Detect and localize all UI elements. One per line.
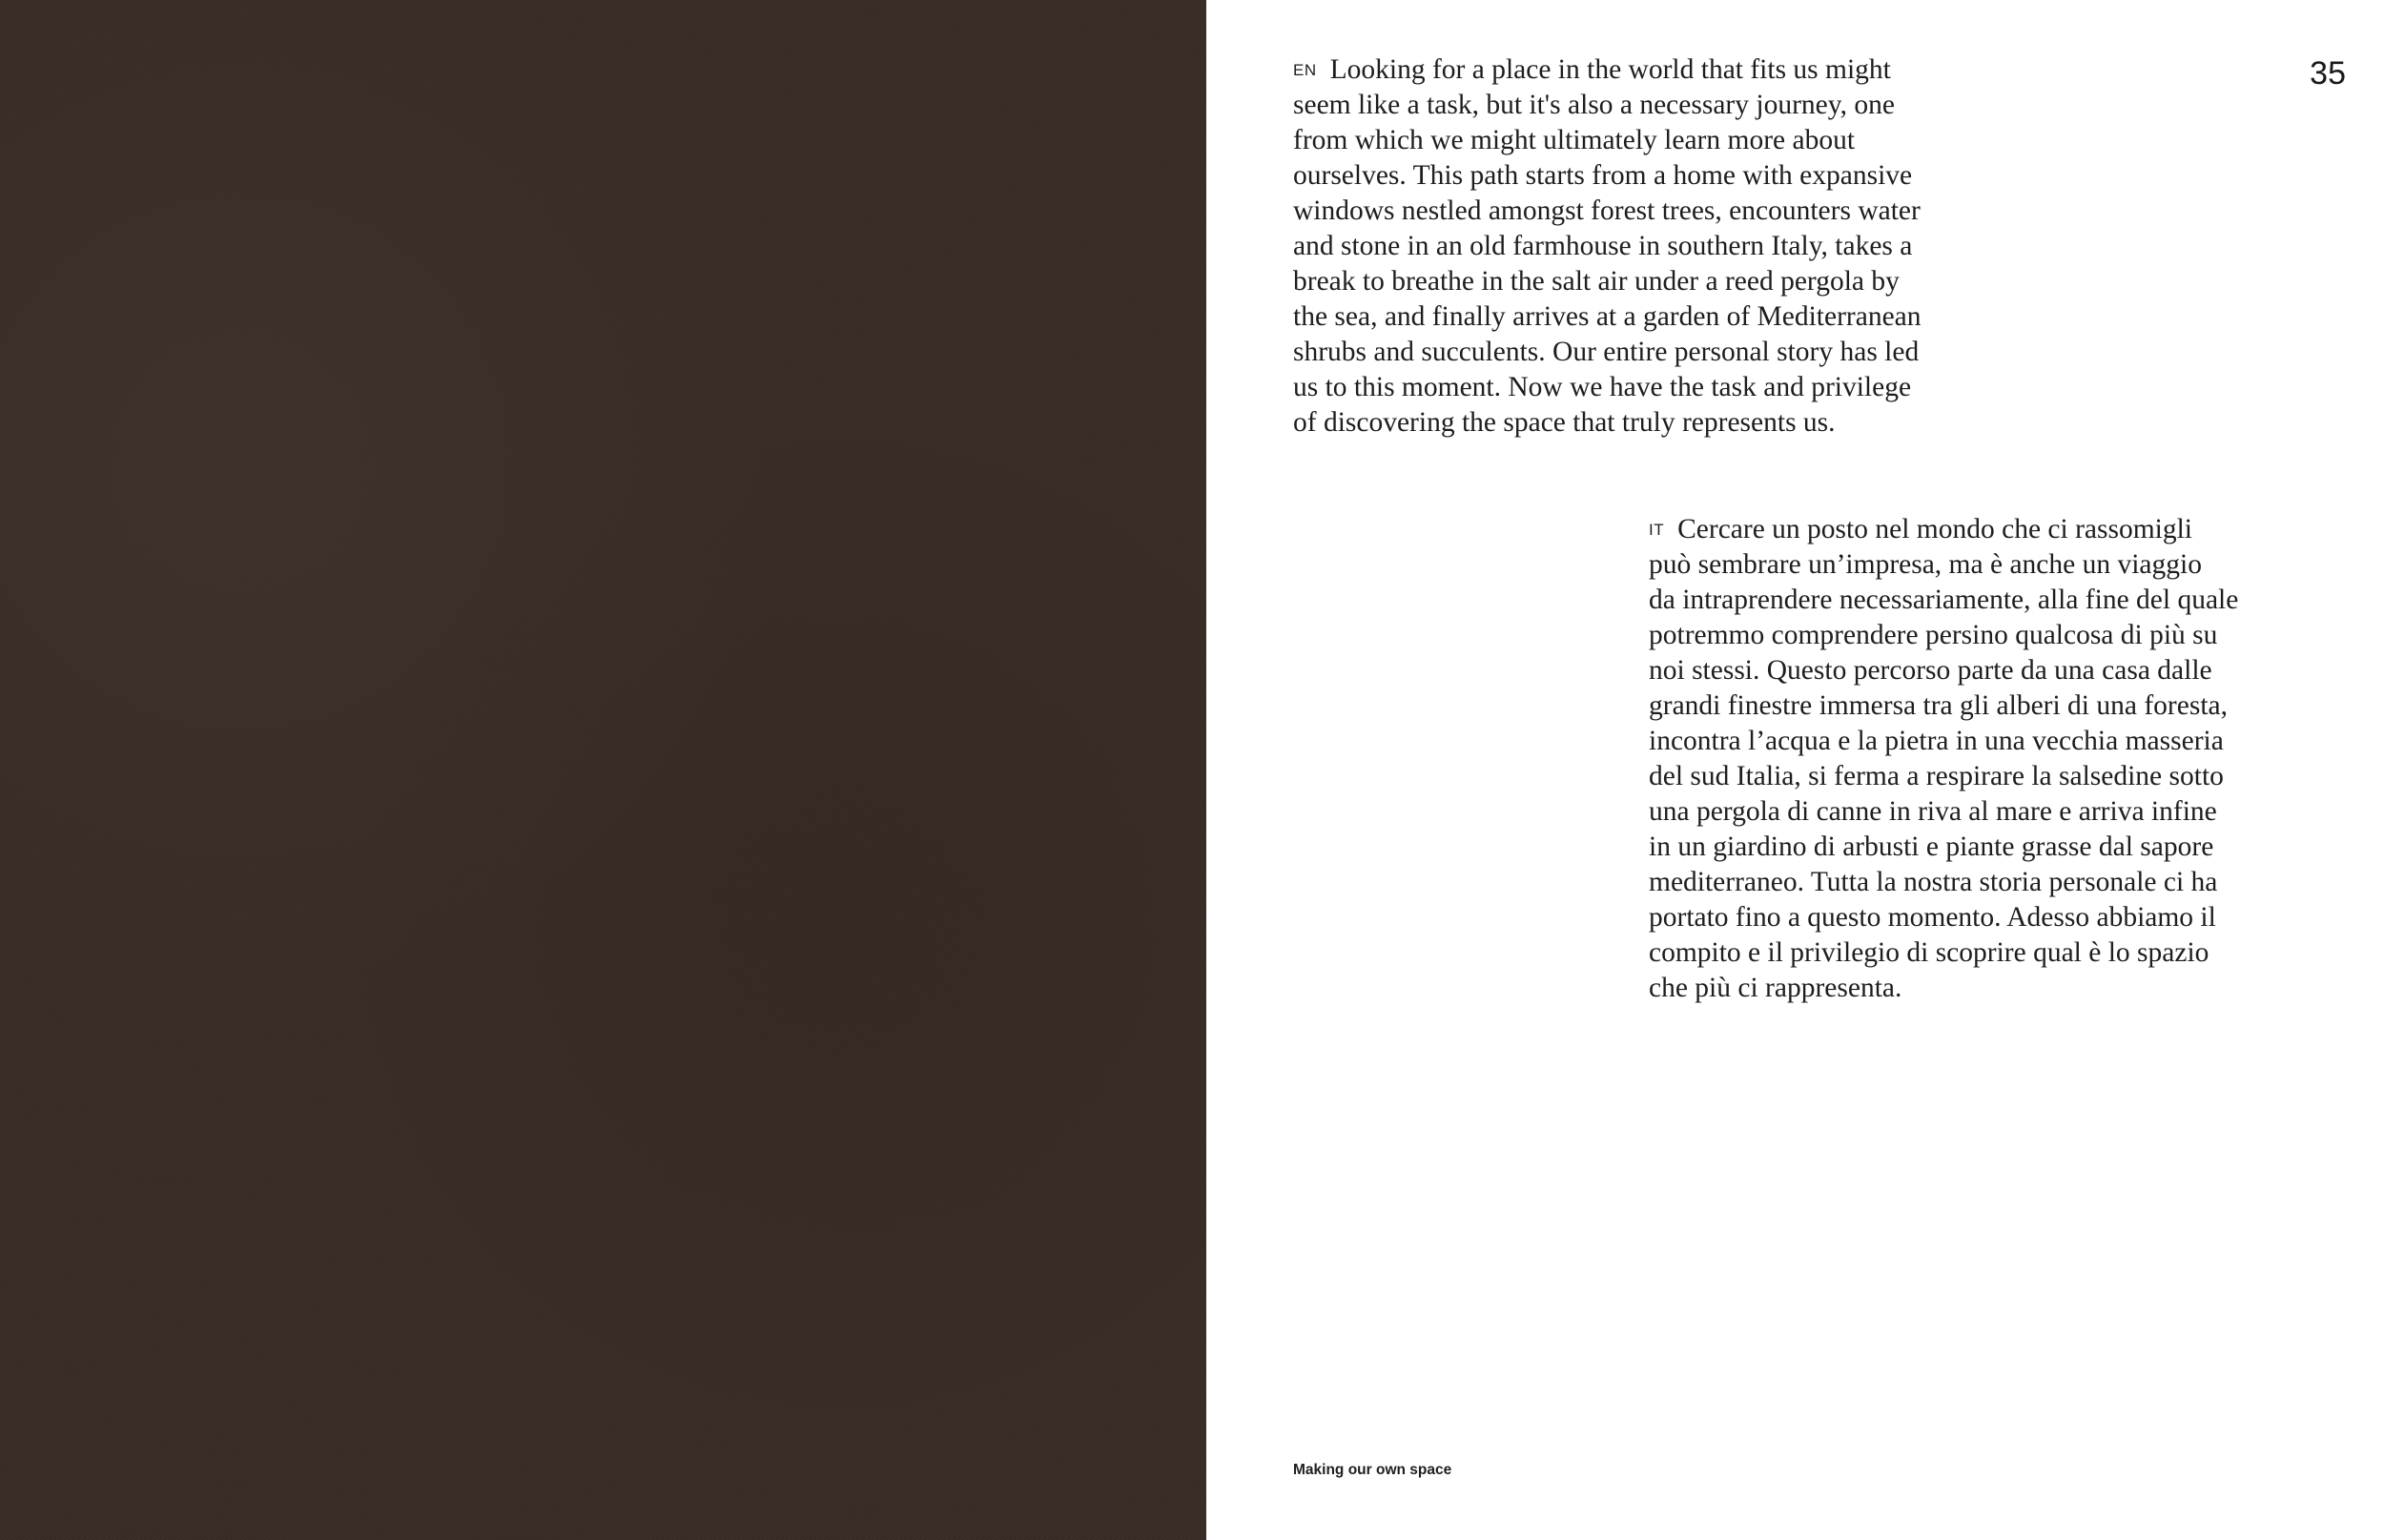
language-tag-it: IT — [1649, 521, 1665, 539]
italian-line-6: grandi finestre immersa tra gli alberi di una foresta, — [1649, 690, 2228, 721]
english-paragraph — [1293, 52, 1980, 441]
running-footer-section-title: Making our own space — [1293, 1462, 1452, 1478]
italian-line-3: da intraprendere necessariamente, alla fine del quale — [1649, 585, 2239, 615]
italian-line-11: mediterraneo. Tutta la nostra storia personale ci ha — [1649, 867, 2218, 897]
english-line-2: seem like a task, but it's also a necessary journey, one — [1293, 90, 1895, 120]
english-line-1: EN Looking for a place in the world that fits us might — [1293, 54, 1891, 85]
italian-line-9: una pergola di canne in riva al mare e arriva infine — [1649, 796, 2217, 827]
italian-line-10: in un giardino di arbusti e piante grasse dal sapore — [1649, 832, 2214, 862]
english-line-8: the sea, and finally arrives at a garden of Mediterranean — [1293, 301, 1922, 332]
english-line-4: ourselves. This path starts from a home with expansive — [1293, 160, 1913, 191]
english-line-7: break to breathe in the salt air under a reed pergola by — [1293, 266, 1900, 297]
italian-line-12: portato fino a questo momento. Adesso abbiamo il — [1649, 902, 2216, 933]
italian-line-2: può sembrare un’impresa, ma è anche un viaggio — [1649, 549, 2202, 580]
italian-line-7: incontra l’acqua e la pietra in una vecchia masseria — [1649, 726, 2224, 756]
italian-line-1: IT Cercare un posto nel mondo che ci rassomigli — [1649, 514, 2192, 544]
italian-line-14: che più ci rappresenta. — [1649, 973, 1902, 1003]
language-tag-en: EN — [1293, 61, 1317, 79]
english-line-5: windows nestled amongst forest trees, encounters water — [1293, 195, 1921, 226]
italian-line-4: potremmo comprendere persino qualcosa di più su — [1649, 620, 2218, 650]
italian-line-5: noi stessi. Questo percorso parte da una casa dalle — [1649, 655, 2212, 686]
page-number: 35 — [2310, 55, 2346, 92]
italian-paragraph — [1649, 512, 2354, 1006]
english-line-6: and stone in an old farmhouse in southern Italy, takes a — [1293, 231, 1913, 261]
text-page — [1206, 0, 2384, 1540]
english-line-3: from which we might ultimately learn more about — [1293, 125, 1856, 155]
italian-line-8: del sud Italia, si ferma a respirare la salsedine sotto — [1649, 761, 2224, 791]
english-line-9: shrubs and succulents. Our entire personal story has led — [1293, 337, 1920, 367]
english-line-11: of discovering the space that truly represents us. — [1293, 407, 1836, 438]
english-line-10: us to this moment. Now we have the task and privilege — [1293, 372, 1912, 402]
italian-line-13: compito e il privilegio di scoprire qual è lo spazio — [1649, 937, 2209, 968]
